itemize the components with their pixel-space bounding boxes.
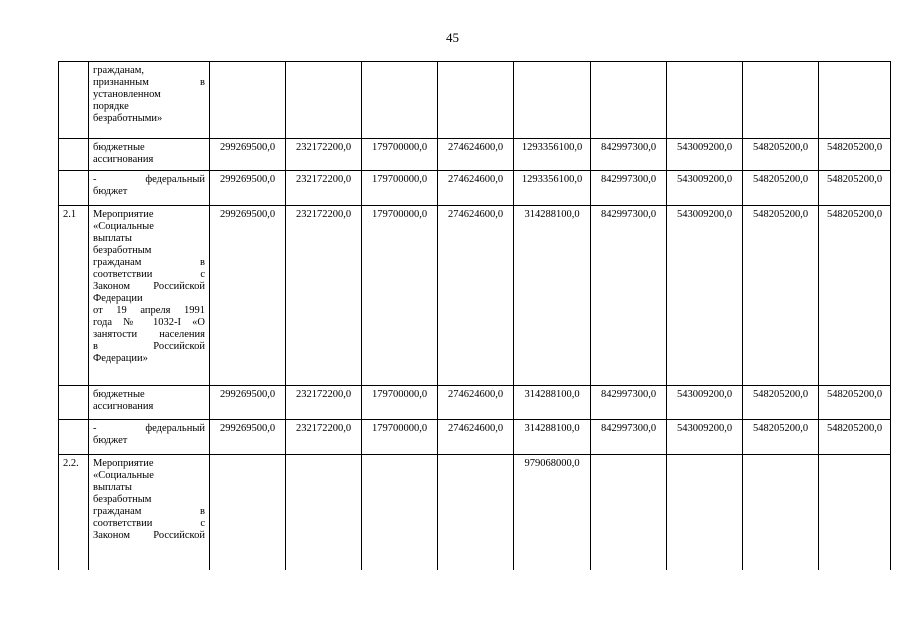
value-cell: 543009200,0 (667, 171, 743, 206)
description-line: гражданам, (93, 65, 145, 76)
table-row (59, 206, 891, 386)
value-cell: 232172200,0 (286, 206, 362, 386)
value-cell (438, 62, 514, 139)
value-cell: 548205200,0 (819, 139, 891, 171)
description-line: Мероприятие (93, 209, 154, 220)
description-line: Федерации (93, 293, 143, 304)
description-line: соответствии с (93, 269, 205, 280)
table-row (59, 139, 891, 171)
value-cell: 299269500,0 (210, 139, 286, 171)
value-cell: 548205200,0 (819, 386, 891, 420)
value-cell: 274624600,0 (438, 206, 514, 386)
table-row (59, 171, 891, 206)
value-cell: 842997300,0 (591, 139, 667, 171)
value-cell (362, 62, 438, 139)
table-row (59, 386, 891, 420)
value-cell: 543009200,0 (667, 420, 743, 455)
value-cell: 1293356100,0 (514, 171, 591, 206)
value-cell: 543009200,0 (667, 206, 743, 386)
row-code-cell (59, 386, 89, 420)
description-line: ассигнования (93, 154, 154, 165)
description-line: года № 1032-I «О (93, 317, 205, 328)
value-cell: 179700000,0 (362, 171, 438, 206)
value-cell (286, 62, 362, 139)
description-line: - федеральный (93, 423, 205, 434)
description-line: Законом Российской (93, 281, 205, 292)
row-description-cell (89, 62, 210, 139)
description-line: безработными» (93, 113, 163, 124)
value-cell: 299269500,0 (210, 420, 286, 455)
row-description-cell (89, 206, 210, 386)
row-description-cell (89, 455, 210, 571)
value-cell: 299269500,0 (210, 386, 286, 420)
description-line: бюджет (93, 435, 128, 446)
description-line: в Российской (93, 341, 205, 352)
value-cell: 179700000,0 (362, 206, 438, 386)
value-cell (210, 455, 286, 571)
value-cell (438, 455, 514, 571)
value-cell: 314288100,0 (514, 386, 591, 420)
table-body (59, 62, 891, 571)
value-cell: 543009200,0 (667, 139, 743, 171)
value-cell (591, 62, 667, 139)
value-cell: 179700000,0 (362, 386, 438, 420)
value-cell: 232172200,0 (286, 386, 362, 420)
value-cell: 548205200,0 (743, 171, 819, 206)
value-cell: 314288100,0 (514, 206, 591, 386)
value-cell: 274624600,0 (438, 171, 514, 206)
description-line: ассигнования (93, 401, 154, 412)
value-cell: 232172200,0 (286, 139, 362, 171)
value-cell: 548205200,0 (819, 206, 891, 386)
description-line: Законом Российской (93, 530, 205, 541)
value-cell (667, 62, 743, 139)
value-cell: 179700000,0 (362, 420, 438, 455)
description-line: порядке (93, 101, 129, 112)
description-line: безработным (93, 245, 152, 256)
description-line: выплаты (93, 482, 132, 493)
value-cell: 274624600,0 (438, 420, 514, 455)
value-cell (819, 455, 891, 571)
description-line: Мероприятие (93, 458, 154, 469)
description-line: безработным (93, 494, 152, 505)
value-cell (667, 455, 743, 571)
row-code-cell: 2.2. (59, 455, 89, 571)
description-line: бюджетные (93, 142, 145, 153)
description-line: выплаты (93, 233, 132, 244)
description-line: установленном (93, 89, 161, 100)
value-cell (286, 455, 362, 571)
value-cell: 179700000,0 (362, 139, 438, 171)
row-description-cell (89, 139, 210, 171)
description-line: от 19 апреля 1991 (93, 305, 205, 316)
value-cell (362, 455, 438, 571)
description-line: - федеральный (93, 174, 205, 185)
value-cell: 274624600,0 (438, 386, 514, 420)
value-cell: 842997300,0 (591, 206, 667, 386)
row-code-cell (59, 171, 89, 206)
row-code-cell (59, 62, 89, 139)
value-cell (591, 455, 667, 571)
value-cell: 548205200,0 (819, 171, 891, 206)
value-cell: 232172200,0 (286, 420, 362, 455)
description-line: «Социальные (93, 470, 154, 481)
value-cell: 548205200,0 (743, 420, 819, 455)
description-line: бюджет (93, 186, 128, 197)
value-cell: 543009200,0 (667, 386, 743, 420)
row-description-cell (89, 171, 210, 206)
row-code-cell (59, 139, 89, 171)
value-cell: 842997300,0 (591, 420, 667, 455)
table-row (59, 455, 891, 571)
value-cell: 232172200,0 (286, 171, 362, 206)
page-number: 45 (446, 30, 459, 45)
value-cell: 548205200,0 (819, 420, 891, 455)
value-cell: 842997300,0 (591, 386, 667, 420)
row-code-cell: 2.1 (59, 206, 89, 386)
row-code-cell (59, 420, 89, 455)
description-line: признанным в (93, 77, 205, 88)
description-line: соответствии с (93, 518, 205, 529)
description-line: «Социальные (93, 221, 154, 232)
value-cell (514, 62, 591, 139)
value-cell: 548205200,0 (743, 139, 819, 171)
value-cell: 299269500,0 (210, 206, 286, 386)
description-line: гражданам в (93, 506, 205, 517)
value-cell: 548205200,0 (743, 206, 819, 386)
budget-table (58, 61, 891, 570)
value-cell (743, 62, 819, 139)
row-description-cell (89, 420, 210, 455)
description-line: гражданам в (93, 257, 205, 268)
value-cell: 842997300,0 (591, 171, 667, 206)
description-line: занятости населения (93, 329, 205, 340)
value-cell (743, 455, 819, 571)
value-cell: 274624600,0 (438, 139, 514, 171)
table-row (59, 420, 891, 455)
row-description-cell (89, 386, 210, 420)
value-cell: 314288100,0 (514, 420, 591, 455)
value-cell: 299269500,0 (210, 171, 286, 206)
value-cell: 1293356100,0 (514, 139, 591, 171)
value-cell (210, 62, 286, 139)
value-cell: 548205200,0 (743, 386, 819, 420)
value-cell: 979068000,0 (514, 455, 591, 571)
description-line: бюджетные (93, 389, 145, 400)
value-cell (819, 62, 891, 139)
description-line: Федерации» (93, 353, 148, 364)
table-row (59, 62, 891, 139)
